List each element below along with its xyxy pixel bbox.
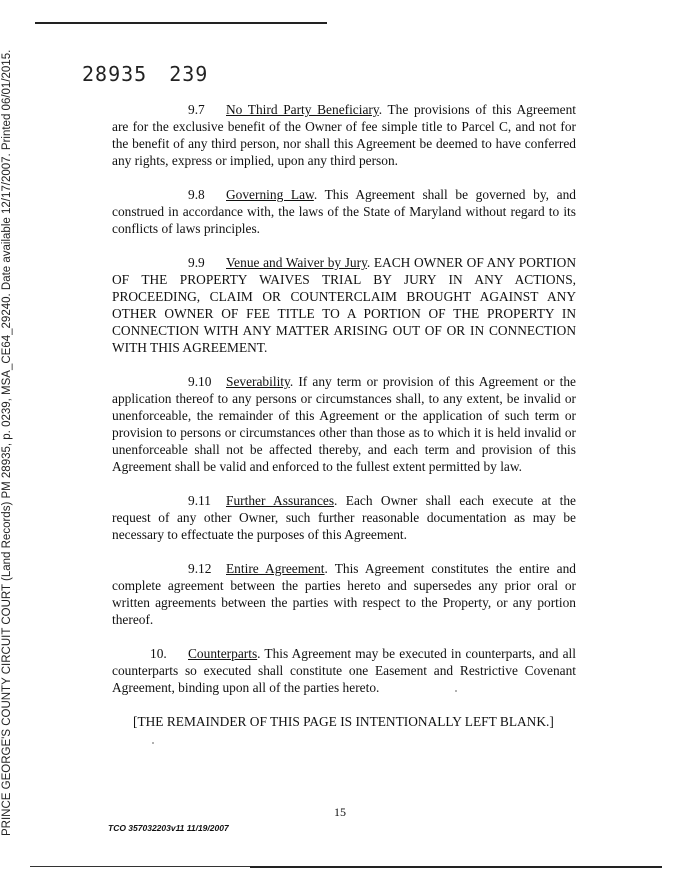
section-9-7 [112, 101, 576, 169]
bottom-rule-heavy [250, 866, 662, 868]
section-heading: Counterparts [188, 646, 258, 661]
footer-document-code: TCO 357032203v11 11/19/2007 [108, 823, 229, 833]
section-text: . This Agreement constitutes the entire and complete agreement between the parties hereto and supersedes any prior oral or written agreements between the parties with respect to the Property, or any portion thereof. [112, 561, 576, 627]
section-text: . Each Owner shall each execute at the request of any other Owner, such further reasonable documentation as may be necessary to effectuate the purposes of this Agreement. [112, 493, 576, 542]
page-number: 15 [334, 805, 346, 819]
section-9-11 [112, 492, 576, 543]
section-heading: Further Assurances [226, 493, 335, 508]
section-number: 10. [150, 646, 167, 661]
section-heading: Entire Agreement [226, 561, 325, 576]
section-text: . The provisions of this Agreement are for the exclusive benefit of the Owner of fee simple title to Parcel C, and not for the benefit of any third person, nor shall this Agreement be deemed to have conferred any rights, express or implied, upon any third person. [112, 102, 576, 168]
section-heading: Governing Law [226, 187, 314, 202]
scan-speck [152, 742, 154, 744]
book-page-stamp [82, 62, 208, 86]
top-rule [35, 22, 327, 24]
section-9-8 [112, 186, 576, 237]
document-body [112, 101, 576, 730]
section-9-9 [112, 254, 576, 356]
section-heading: Severability [226, 374, 290, 389]
recording-stamp: PRINCE GEORGE'S COUNTY CIRCUIT COURT (Land Records) PM 28935, p. 0239, MSA_CE64_29240. Date available 12/17/2007. Printed 06/01/2015. [1, 49, 13, 836]
section-text: . If any term or provision of this Agreement or the application thereof to any persons or circumstances shall, to any extent, be invalid or unenforceable, the remainder of this Agreement or the application of such term or provision to persons or circumstances other than those as to which it is held invalid or unenforceable shall not be affected thereby, and each term and provision of this Agreement shall be valid and enforced to the fullest extent permitted by law. [112, 374, 576, 474]
section-text: . This Agreement shall be governed by, and construed in accordance with, the laws of the State of Maryland without regard to its conflicts of laws principles. [112, 187, 576, 236]
section-number: 9.7 [188, 102, 205, 117]
section-heading: No Third Party Beneficiary [226, 102, 379, 117]
section-number: 9.9 [188, 255, 205, 270]
page-stamp-number: 239 [169, 62, 209, 86]
section-heading: Venue and Waiver by Jury [226, 255, 367, 270]
section-number: 9.12 [188, 561, 212, 576]
section-number: 9.11 [188, 493, 211, 508]
section-text: . EACH OWNER OF ANY PORTION OF THE PROPERTY WAIVES TRIAL BY JURY IN ANY ACTIONS, PROCEEDING, CLAIM OR COUNTERCLAIM BROUGHT AGAINST ANY OTHER OWNER OF FEE TITLE TO A PORTION OF THE PROPERTY IN CONNECTION WITH ANY MATTER ARISING OUT OF OR IN CONNECTION WITH THIS AGREEMENT. [112, 255, 576, 355]
remainder-notice: [THE REMAINDER OF THIS PAGE IS INTENTIONALLY LEFT BLANK.] [133, 714, 554, 729]
section-9-10 [112, 373, 576, 475]
section-text: . This Agreement may be executed in counterparts, and all counterparts so executed shall constitute one Easement and Restrictive Covenant Agreement, binding upon all of the parties hereto. [112, 646, 576, 695]
book-number: 28935 [82, 62, 148, 86]
section-10 [112, 645, 576, 696]
section-number: 9.10 [188, 374, 212, 389]
section-number: 9.8 [188, 187, 205, 202]
scan-speck [455, 690, 457, 692]
section-9-12 [112, 560, 576, 628]
